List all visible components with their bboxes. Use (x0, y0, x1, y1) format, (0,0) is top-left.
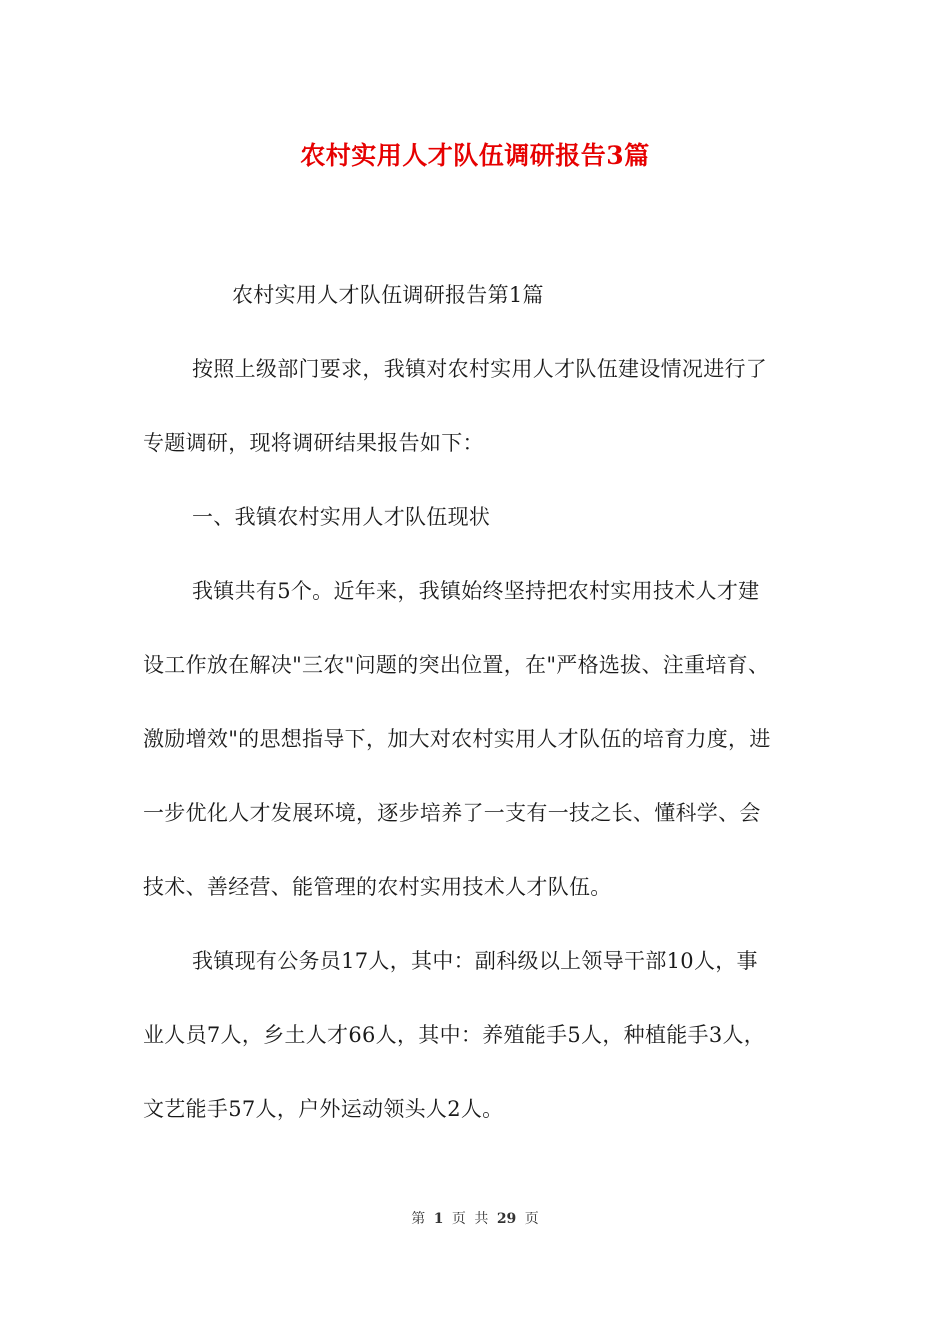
current-page-number: 1 (433, 1211, 444, 1227)
paragraph-line: 技术、善经营、能管理的农村实用技术人才队伍。 (143, 875, 612, 899)
paragraph-line: 文艺能手57人，户外运动领头人2人。 (143, 1097, 504, 1121)
page-footer (0, 1208, 950, 1228)
section-heading: 一、我镇农村实用人才队伍现状 (192, 505, 491, 529)
footer-middle: 页 共 (451, 1211, 489, 1227)
paragraph-line: 激励增效"的思想指导下，加大对农村实用人才队伍的培育力度，进 (143, 727, 771, 751)
paragraph-line: 我镇共有5个。近年来，我镇始终坚持把农村实用技术人才建 (192, 579, 760, 603)
document-title: 农村实用人才队伍调研报告3篇 (300, 141, 650, 170)
paragraph-line: 按照上级部门要求，我镇对农村实用人才队伍建设情况进行了 (192, 357, 768, 381)
total-page-count: 29 (496, 1211, 517, 1227)
paragraph-line: 一步优化人才发展环境，逐步培养了一支有一技之长、懂科学、会 (143, 801, 761, 825)
paragraph-line: 我镇现有公务员17人，其中：副科级以上领导干部10人，事 (192, 949, 758, 973)
footer-suffix: 页 (524, 1211, 539, 1227)
paragraph-line: 业人员7人，乡土人才66人，其中：养殖能手5人，种植能手3人， (143, 1023, 766, 1047)
paragraph-line: 设工作放在解决"三农"问题的突出位置，在"严格选拔、注重培育、 (143, 653, 770, 677)
footer-prefix: 第 (411, 1211, 426, 1227)
paragraph-line: 专题调研，现将调研结果报告如下： (143, 431, 484, 455)
section-subtitle: 农村实用人才队伍调研报告第1篇 (232, 283, 544, 307)
